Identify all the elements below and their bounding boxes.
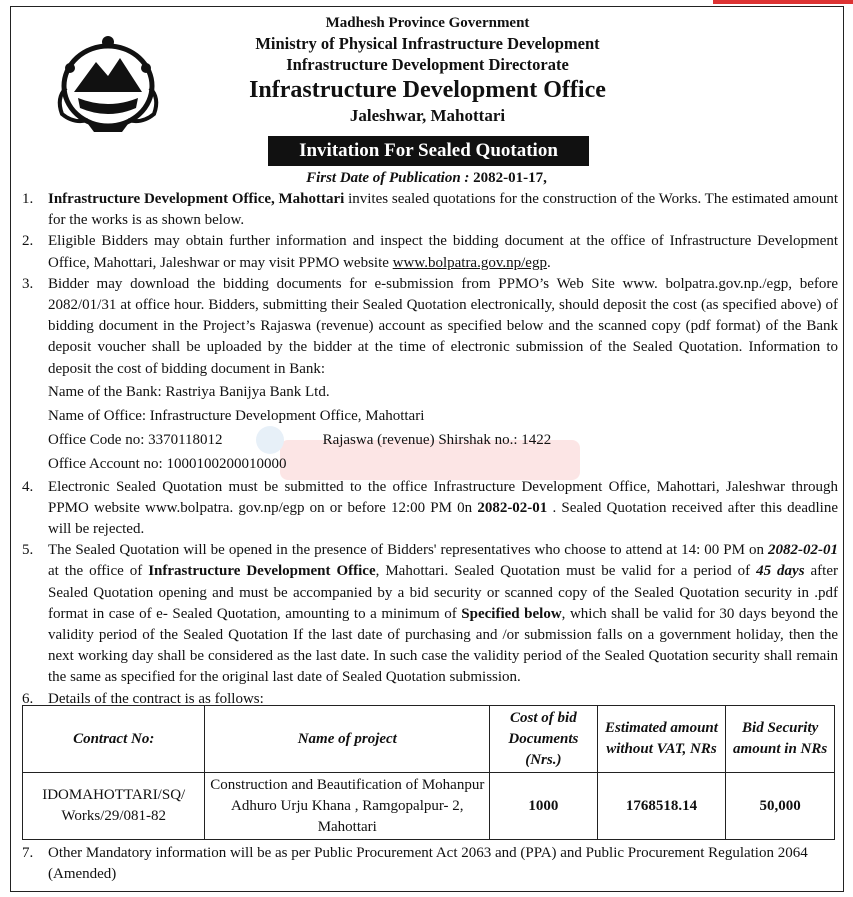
table-row bbox=[23, 773, 835, 840]
col-bid-cost: Cost of bid Documents (Nrs.) bbox=[490, 706, 598, 773]
publication-date bbox=[0, 170, 853, 187]
clause-1: 1. Infrastructure Development Office, Mahottari invites sealed quotations for the construction of the Works. The estimated amount for the works is as shown below. bbox=[22, 191, 838, 229]
publication-value: 2082-01-17, bbox=[473, 170, 547, 186]
clause-2: 2. Eligible Bidders may obtain further information and inspect the bidding document at the office of Infrastructure Development Office, Mahottari, Jaleshwar or may visit PPMO website www.bolpatra.gov.np/egp. bbox=[22, 233, 838, 271]
col-contract-no: Contract No: bbox=[23, 706, 205, 773]
office-code-row: Office Code no: 3370118012 Rajaswa (revenue) Shirshak no.: 1422 bbox=[48, 432, 552, 449]
cell-project: Construction and Beautification of Mohanpur Adhuro Urju Khana , Ramgopalpur- 2, Mahottari bbox=[205, 773, 490, 840]
office-location: Jaleshwar, Mahottari bbox=[349, 106, 506, 125]
bank-name: Name of the Bank: Rastriya Banijya Bank Ltd. bbox=[48, 383, 330, 400]
nepal-emblem bbox=[48, 28, 168, 138]
col-project-name: Name of project bbox=[205, 706, 490, 773]
ministry-name: Ministry of Physical Infrastructure Development bbox=[255, 34, 600, 53]
header bbox=[170, 14, 685, 127]
clause-4: 4. Electronic Sealed Quotation must be submitted to the office Infrastructure Development Office, Mahottari, Jaleshwar through PPMO website www.bolpatra. gov.np/egp on or before 12:00 PM 0n 2082-02-01 . Sealed Quotation received after this deadline will be rejected. bbox=[22, 478, 838, 538]
office-account: Office Account no: 1000100200010000 bbox=[48, 456, 287, 473]
notice-body bbox=[22, 189, 838, 710]
bank-info bbox=[22, 380, 838, 477]
clause-7: 7. Other Mandatory information will be as per Public Procurement Act 2063 and (PPA) and Public Procurement Regulation 2064 (Amended) bbox=[22, 845, 808, 882]
col-bid-security: Bid Security amount in NRs bbox=[726, 706, 835, 773]
ppmo-link[interactable]: www.bolpatra.gov.np/egp bbox=[392, 254, 547, 271]
cell-estimate: 1768518.14 bbox=[597, 773, 726, 840]
table-header-row bbox=[23, 706, 835, 773]
gov-name: Madhesh Province Government bbox=[325, 15, 530, 31]
publication-label: First Date of Publication : bbox=[306, 170, 470, 186]
clause-6: 6. Details of the contract is as follows: bbox=[22, 690, 264, 707]
bank-office: Name of Office: Infrastructure Development Office, Mahottari bbox=[48, 408, 425, 425]
col-estimate: Estimated amount without VAT, NRs bbox=[597, 706, 726, 773]
clause-5: 5. The Sealed Quotation will be opened in the presence of Bidders' representatives who choose to attend at 14: 00 PM on 2082-02-01 at the office of Infrastructure Development Office, Mahottari. Sealed Quotation must be valid for a period of 45 days after Sealed Quotation opening and must be accompanied by a bid security or scanned copy of the Sealed Quotation security in .pdf format in case of e- Sealed Quotation, amounting to a minimum of Specified below, which shall be valid for 30 days beyond the validity period of the Sealed Quotation If the last date of purchasing and /or submission falls on a government holiday, then the next working day shall be considered as the last date. In such case the validity period of the Sealed Quotation security shall remain the same as specified for the original last date of Sealed Quotation submission. bbox=[22, 542, 838, 686]
cell-cost: 1000 bbox=[490, 773, 598, 840]
notice-title: Invitation For Sealed Quotation bbox=[268, 136, 589, 166]
top-red-bar bbox=[713, 0, 853, 4]
cell-contract-no: IDOMAHOTTARI/SQ/ Works/29/081-82 bbox=[23, 773, 205, 840]
clause-3: 3. Bidder may download the bidding documents for e-submission from PPMO’s Web Site www. bolpatra.gov.np./egp, before 2082/01/31 at office hour. Bidders, submitting their Sealed Quotation electronically, should deposit the cost (as specified above) of bidding document in the Project’s Rajaswa (revenue) account as specified below and the scanned copy (pdf format) of the Bank deposit voucher shall be uploaded by the bidder at the time of electronic submission of the Sealed Quotation. Information to deposit the cost of bidding document in Bank: bbox=[22, 275, 838, 377]
cell-security: 50,000 bbox=[726, 773, 835, 840]
office-name: Infrastructure Development Office bbox=[249, 77, 606, 103]
contract-table bbox=[22, 705, 835, 840]
directorate-name: Infrastructure Development Directorate bbox=[286, 55, 569, 74]
